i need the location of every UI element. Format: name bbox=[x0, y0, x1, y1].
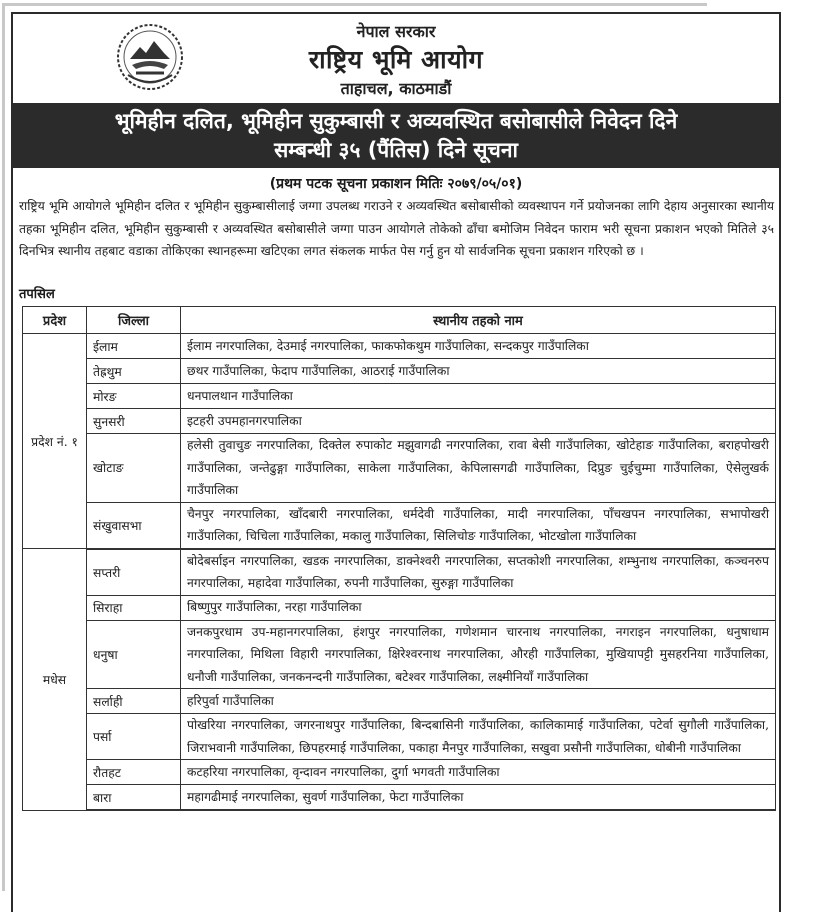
local-levels-cell: कटहरिया नगरपालिका, वृन्दावन नगरपालिका, दुर्गा भगवती गाउँपालिका bbox=[181, 760, 776, 785]
notice-frame bbox=[11, 12, 781, 912]
table-row bbox=[23, 359, 776, 384]
table-row bbox=[23, 714, 776, 760]
table-row bbox=[23, 760, 776, 785]
header-district: जिल्ला bbox=[87, 307, 181, 334]
table-row bbox=[23, 434, 776, 503]
table-row bbox=[23, 785, 776, 811]
local-levels-cell: हरिपुर्वा गाउँपालिका bbox=[181, 689, 776, 714]
local-levels-cell: धनपालथान गाउँपालिका bbox=[181, 384, 776, 409]
table-row bbox=[23, 334, 776, 359]
district-cell: सप्तरी bbox=[87, 549, 181, 596]
local-levels-cell: जनकपुरधाम उप-महानगरपालिका, हंशपुर नगरपालिका, गणेशमान चारनाथ नगरपालिका, नगराइन नगरपालिका, धनुषाधाम नगरपालिका, मिथिला विहारी नगरपालिका, क्षिरेश्वरनाथ नगरपालिका, औरही गाउँपालिका, मुखियापट्टी मुसहरनिया गाउँपालिका, धनौजी गाउँपालिका, जनकनन्दनी गाउँपालिका, बटेश्वर गाउँपालिका, लक्ष्मीनियाँ गाउँपालिका bbox=[181, 620, 776, 689]
table-row bbox=[23, 549, 776, 596]
table-header-row bbox=[23, 307, 776, 334]
page-edge-line bbox=[2, 3, 5, 891]
district-cell: ईलाम bbox=[87, 334, 181, 359]
notice-title-line2: सम्बन्धी ३५ (पैंतिस) दिने सूचना bbox=[274, 138, 518, 162]
district-cell: बारा bbox=[87, 785, 181, 811]
province-cell: मधेस bbox=[23, 549, 87, 811]
district-cell: तेह्रथुम bbox=[87, 359, 181, 384]
header-local-level: स्थानीय तहको नाम bbox=[181, 307, 776, 334]
table-body bbox=[23, 334, 776, 811]
table-row bbox=[23, 689, 776, 714]
header-province: प्रदेश bbox=[23, 307, 87, 334]
district-cell: खोटाङ bbox=[87, 434, 181, 503]
local-levels-cell: हलेसी तुवाचुङ नगरपालिका, दिक्तेल रुपाकोट मझुवागढी नगरपालिका, रावा बेसी गाउँपालिका, खोटेहाङ गाउँपालिका, बराहपोखरी गाउँपालिका, जन्तेढुङ्गा गाउँपालिका, साकेला गाउँपालिका, केपिलासगढी गाउँपालिका, दिप्रुङ चुईचुम्मा गाउँपालिका, ऐसेलुखर्क गाउँपालिका bbox=[181, 434, 776, 503]
local-levels-cell: बिष्णुपुर गाउँपालिका, नरहा गाउँपालिका bbox=[181, 595, 776, 620]
details-label: तपसिल bbox=[19, 287, 55, 302]
district-cell: सिराहा bbox=[87, 595, 181, 620]
district-cell: धनुषा bbox=[87, 620, 181, 689]
publication-date: (प्रथम पटक सूचना प्रकाशन मितिः २०७९/०५/०१) bbox=[269, 176, 523, 192]
district-cell: पर्सा bbox=[87, 714, 181, 760]
government-name: नेपाल सरकार bbox=[356, 22, 436, 41]
district-cell: रौतहट bbox=[87, 760, 181, 785]
district-cell: मोरङ bbox=[87, 384, 181, 409]
office-address: ताहाचल, काठमाडौं bbox=[340, 79, 452, 98]
local-levels-cell: महागढीमाई नगरपालिका, सुवर्ण गाउँपालिका, फेटा गाउँपालिका bbox=[181, 785, 776, 811]
province-cell: प्रदेश नं. १ bbox=[23, 334, 87, 549]
table-row bbox=[23, 595, 776, 620]
district-cell: सर्लाही bbox=[87, 689, 181, 714]
table-row bbox=[23, 620, 776, 689]
notice-body: राष्ट्रिय भूमि आयोगले भूमिहीन दलित र भूमिहीन सुकुम्बासीलाई जग्गा उपलब्ध गराउने र अव्यवस्थित बसोबासीको व्यवस्थापन गर्ने प्रयोजनका लागि देहाय अनुसारका स्थानीय तहका भूमिहीन दलित, भूमिहीन सुकुम्बासी र अव्यवस्थित बसोबासीले जग्गा पाउन आयोगले तोकेको ढाँचा बमोजिम निवेदन फाराम भरी सूचना प्रकाशन भएको मितिले ३५ दिनभित्र स्थानीय तहबाट वडाका तोकिएका स्थानहरूमा खटिएका लगत संकलक मार्फत पेस गर्नु हुन यो सार्वजनिक सूचना प्रकाशन गरिएको छ । bbox=[19, 199, 774, 258]
page-top-line bbox=[2, 3, 707, 6]
local-levels-cell: चैनपुर नगरपालिका, खाँदबारी नगरपालिका, धर्मदेवी गाउँपालिका, मादी नगरपालिका, पाँचखपन नगरपालिका, सभापोखरी गाउँपालिका, चिचिला गाउँपालिका, मकालु गाउँपालिका, सिलिचोङ गाउँपालिका, भोटखोला गाउँपालिका bbox=[181, 502, 776, 549]
notice-title-line1: भूमिहीन दलित, भूमिहीन सुकुम्बासी र अव्यवस्थित बसोबासीले निवेदन दिने bbox=[114, 109, 678, 133]
table-row bbox=[23, 502, 776, 549]
local-levels-cell: बोदेबर्साइन नगरपालिका, खडक नगरपालिका, डाक्नेश्वरी नगरपालिका, सप्तकोशी नगरपालिका, शम्भुनाथ नगरपालिका, कञ्चनरुप नगरपालिका, महादेवा गाउँपालिका, रुपनी गाउँपालिका, सुरुङ्गा गाउँपालिका bbox=[181, 549, 776, 596]
commission-name: राष्ट्रिय भूमि आयोग bbox=[308, 45, 484, 74]
local-levels-cell: इटहरी उपमहानगरपालिका bbox=[181, 409, 776, 434]
notice-title bbox=[13, 103, 779, 168]
district-cell: सुनसरी bbox=[87, 409, 181, 434]
table-row bbox=[23, 384, 776, 409]
local-levels-cell: पोखरिया नगरपालिका, जगरनाथपुर गाउँपालिका, बिन्दबासिनी गाउँपालिका, कालिकामाई गाउँपालिका, पटेर्वा सुगौली गाउँपालिका, जिराभवानी गाउँपालिका, छिपहरमाई गाउँपालिका, पकाहा मैनपुर गाउँपालिका, सखुवा प्रसौनी गाउँपालिका, धोबीनी गाउँपालिका bbox=[181, 714, 776, 760]
letterhead bbox=[13, 14, 779, 102]
table-row bbox=[23, 409, 776, 434]
local-levels-cell: ईलाम नगरपालिका, देउमाई नगरपालिका, फाकफोकथुम गाउँपालिका, सन्दकपुर गाउँपालिका bbox=[181, 334, 776, 359]
local-levels-cell: छथर गाउँपालिका, फेदाप गाउँपालिका, आठराई गाउँपालिका bbox=[181, 359, 776, 384]
district-cell: संखुवासभा bbox=[87, 502, 181, 549]
local-levels-table bbox=[22, 306, 776, 811]
